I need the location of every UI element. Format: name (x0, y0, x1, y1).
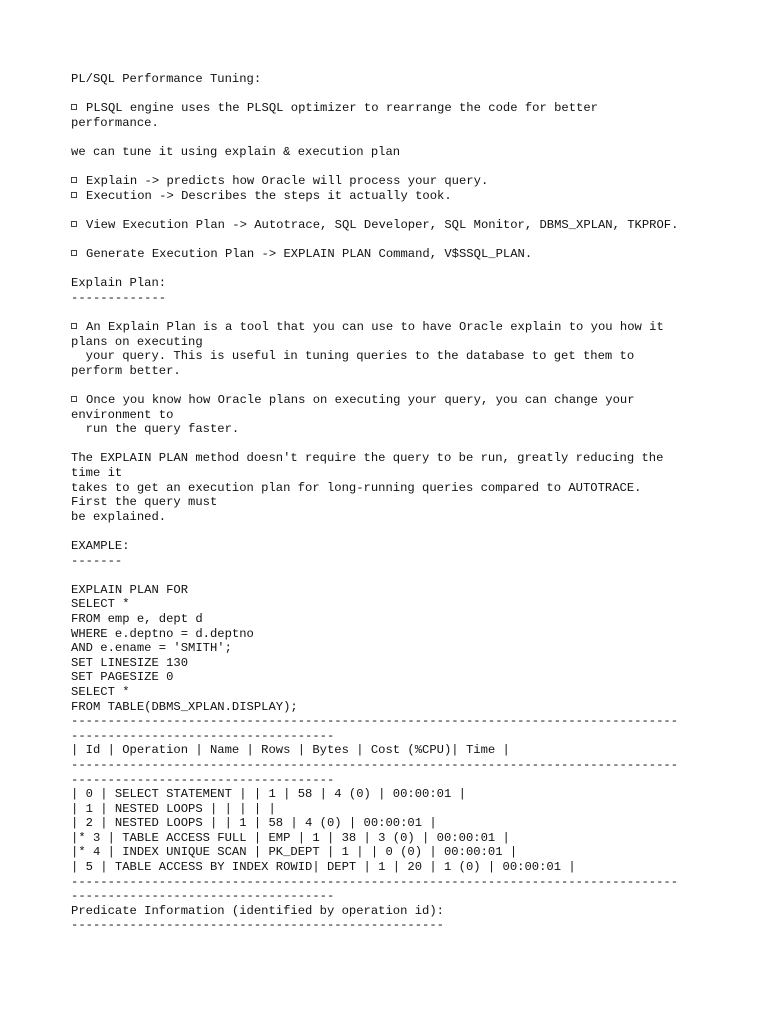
plan-row: | 2 | NESTED LOOPS | | 1 | 58 | 4 (0) | 00:00:01 | (71, 816, 437, 831)
bullet-icon (71, 250, 77, 256)
method-paragraph-line: be explained. (71, 509, 167, 524)
section-heading: Explain Plan: (71, 276, 167, 291)
bullet-icon (71, 323, 77, 329)
predicate-underline: --------------------------------------------------- (71, 918, 444, 933)
intro-bullet: PLSQL engine uses the PLSQL optimizer to rearrange the code for better (71, 101, 711, 116)
bullet-icon (71, 396, 77, 402)
intro-bullet-cont: performance. (71, 115, 159, 130)
bullet-icon (71, 221, 77, 227)
plan-rule: ------------------------------------ (71, 728, 335, 743)
plan-rule: ----------------------------------------------------------------------------------- (71, 757, 679, 772)
document-page (71, 72, 711, 933)
explain-bullet: Explain -> predicts how Oracle will process your query. (71, 174, 711, 189)
explain-plan-bullet: An Explain Plan is a tool that you can use to have Oracle explain to you how it (71, 320, 711, 335)
view-plan-bullet: View Execution Plan -> Autotrace, SQL Developer, SQL Monitor, DBMS_XPLAN, TKPROF. (71, 218, 711, 233)
plan-rule: ----------------------------------------------------------------------------------- (71, 874, 679, 889)
bullet-icon (71, 177, 77, 183)
predicate-heading: Predicate Information (identified by operation id): (71, 903, 444, 918)
section-underline: ------------- (71, 290, 167, 305)
once-bullet-cont: run the query faster. (71, 422, 240, 437)
explain-plan-bullet-cont: perform better. (71, 363, 181, 378)
bullet-icon (71, 104, 77, 110)
explain-plan-bullet-cont: plans on executing (71, 334, 203, 349)
code-line: SELECT * (71, 597, 130, 612)
plan-row: | 1 | NESTED LOOPS | | | | | (71, 801, 276, 816)
code-line: SET LINESIZE 130 (71, 655, 189, 670)
example-underline: ------- (71, 553, 123, 568)
tune-line: we can tune it using explain & execution plan (71, 144, 401, 159)
explain-plan-bullet-cont: your query. This is useful in tuning queries to the database to get them to (71, 349, 635, 364)
method-paragraph-line: The EXPLAIN PLAN method doesn't require the query to be run, greatly reducing the (71, 451, 664, 466)
document-title: PL/SQL Performance Tuning: (71, 72, 262, 86)
code-line: EXPLAIN PLAN FOR (71, 582, 189, 597)
method-paragraph-line: takes to get an execution plan for long-running queries compared to AUTOTRACE. (71, 480, 642, 495)
execution-bullet: Execution -> Describes the steps it actually took. (71, 189, 711, 204)
code-line: FROM emp e, dept d (71, 611, 203, 626)
example-heading: EXAMPLE: (71, 539, 130, 553)
method-paragraph-line: time it (71, 466, 123, 481)
plan-row: | 0 | SELECT STATEMENT | | 1 | 58 | 4 (0) | 00:00:01 | (71, 787, 466, 802)
plan-rule: ------------------------------------ (71, 889, 335, 904)
generate-plan-bullet: Generate Execution Plan -> EXPLAIN PLAN Command, V$SSQL_PLAN. (71, 247, 711, 262)
once-bullet-cont: environment to (71, 407, 174, 422)
bullet-icon (71, 192, 77, 198)
method-paragraph-line: First the query must (71, 495, 218, 510)
code-line: SET PAGESIZE 0 (71, 670, 174, 685)
plan-header: | Id | Operation | Name | Rows | Bytes | Cost (%CPU)| Time | (71, 743, 510, 758)
plan-row: | 5 | TABLE ACCESS BY INDEX ROWID| DEPT | 1 | 20 | 1 (0) | 00:00:01 | (71, 860, 576, 875)
plan-row: |* 3 | TABLE ACCESS FULL | EMP | 1 | 38 | 3 (0) | 00:00:01 | (71, 830, 510, 845)
code-line: AND e.ename = 'SMITH'; (71, 641, 232, 656)
plan-rule: ----------------------------------------------------------------------------------- (71, 714, 679, 729)
code-line: SELECT * (71, 684, 130, 699)
code-line: FROM TABLE(DBMS_XPLAN.DISPLAY); (71, 699, 298, 714)
plan-rule: ------------------------------------ (71, 772, 335, 787)
plan-row: |* 4 | INDEX UNIQUE SCAN | PK_DEPT | 1 | | 0 (0) | 00:00:01 | (71, 845, 518, 860)
once-bullet: Once you know how Oracle plans on executing your query, you can change your (71, 393, 711, 408)
code-line: WHERE e.deptno = d.deptno (71, 626, 254, 641)
